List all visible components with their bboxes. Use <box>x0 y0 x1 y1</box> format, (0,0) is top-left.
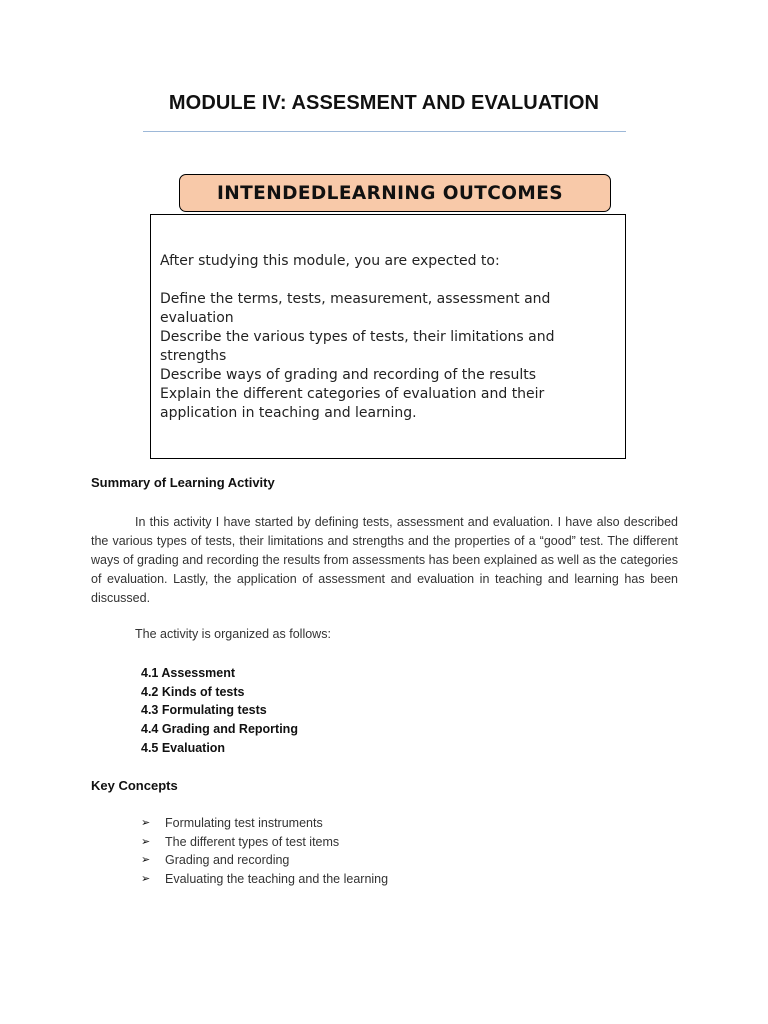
learning-outcome-item: Describe ways of grading and recording of the results <box>160 367 537 383</box>
key-concept-text: Grading and recording <box>165 853 290 868</box>
arrowhead-bullet-icon: ➢ <box>141 817 151 829</box>
activity-item: 4.4 Grading and Reporting <box>141 722 298 737</box>
learning-outcomes-heading: INTENDEDLEARNING OUTCOMES <box>179 174 611 212</box>
activity-item: 4.3 Formulating tests <box>141 703 267 718</box>
learning-outcome-item: Explain the different categories of evaluation and their application in teaching and learning. <box>160 386 545 421</box>
key-concept-item <box>141 814 388 833</box>
arrowhead-bullet-icon: ➢ <box>141 854 151 867</box>
key-concept-item <box>141 833 388 852</box>
key-concepts-heading: Key Concepts <box>91 778 178 793</box>
learning-outcome-item: Describe the various types of tests, their limitations and strengths <box>160 329 555 364</box>
page-title: MODULE IV: ASSESMENT AND EVALUATION <box>168 92 600 114</box>
key-concepts-list <box>141 814 388 889</box>
key-concept-text: The different types of test items <box>165 834 340 849</box>
activity-item: 4.5 Evaluation <box>141 740 226 755</box>
title-divider <box>143 131 626 132</box>
activity-item: 4.2 Kinds of tests <box>141 684 245 699</box>
key-concept-item <box>141 870 388 889</box>
summary-paragraph: In this activity I have started by defining tests, assessment and evaluation. I have also described the various types of tests, their limitations and strengths and the properties of a “good” test. The different ways of grading and recording the results from assessments has been explained as well as the categories of evaluation. Lastly, the application of assessment and evaluation in teaching and learning has been discussed. <box>91 515 678 605</box>
learning-outcomes-intro: After studying this module, you are expected to: <box>160 253 500 269</box>
activity-item: 4.1 Assessment <box>141 666 236 680</box>
key-concept-text: Formulating test instruments <box>165 816 323 830</box>
summary-heading: Summary of Learning Activity <box>91 475 275 490</box>
arrowhead-bullet-icon: ➢ <box>141 873 151 886</box>
learning-outcome-item: Define the terms, tests, measurement, assessment and evaluation <box>160 291 551 326</box>
key-concept-text: Evaluating the teaching and the learning <box>165 872 389 887</box>
arrowhead-bullet-icon: ➢ <box>141 835 151 848</box>
activity-list <box>141 664 298 758</box>
key-concept-item <box>141 851 388 870</box>
activity-organization-intro: The activity is organized as follows: <box>135 627 331 641</box>
